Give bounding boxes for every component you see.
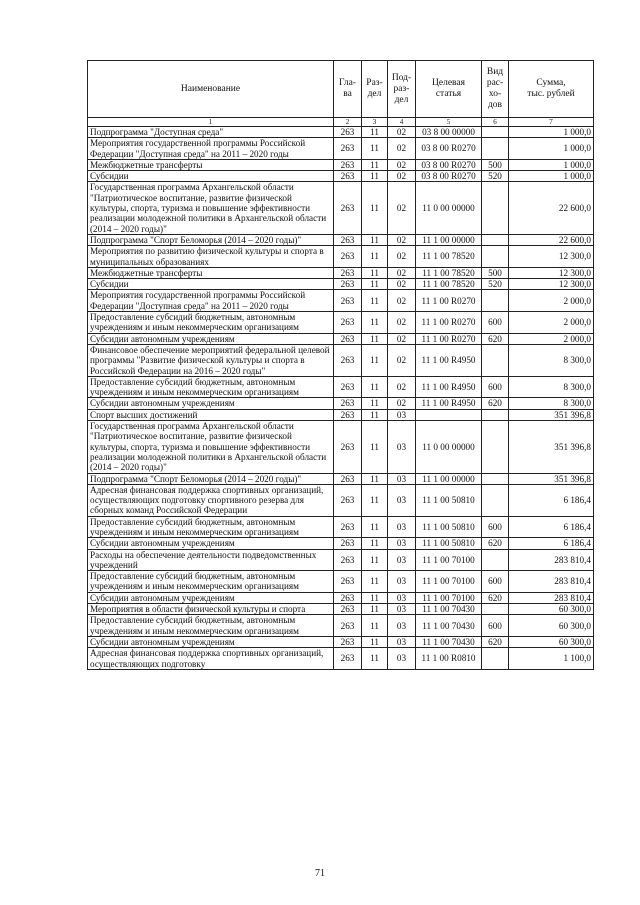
cell-name: Предоставление субсидий бюджетным, автономным учреждениям и иным некоммерческим организациям: [88, 376, 334, 398]
cell-subsection: 02: [388, 159, 416, 170]
cell-subsection: 03: [388, 571, 416, 593]
cell-name: Предоставление субсидий бюджетным, автономным учреждениям и иным некоммерческим организациям: [88, 516, 334, 538]
cell-amount: 60 300,0: [509, 636, 594, 647]
cell-chapter: 263: [334, 615, 362, 637]
cell-name: Подпрограмма "Спорт Беломорья (2014 – 2020 годы)": [88, 473, 334, 484]
cell-amount: 1 000,0: [509, 159, 594, 170]
cell-expense-type: 600: [482, 571, 509, 593]
cell-amount: 22 600,0: [509, 182, 594, 234]
cell-amount: 12 300,0: [509, 246, 594, 268]
cell-expense-type: [482, 648, 509, 670]
cell-chapter: 263: [334, 604, 362, 615]
cell-target-article: 03 8 00 R0270: [416, 138, 482, 160]
cell-amount: 22 600,0: [509, 234, 594, 245]
table-row: [88, 421, 594, 473]
column-number: 5: [416, 118, 482, 127]
cell-section: 11: [362, 538, 388, 549]
cell-target-article: 11 1 00 78520: [416, 279, 482, 290]
cell-target-article: 11 1 00 70430: [416, 604, 482, 615]
table-row: [88, 333, 594, 344]
cell-amount: 1 000,0: [509, 127, 594, 138]
cell-name: Спорт высших достижений: [88, 409, 334, 420]
page-number: 71: [315, 868, 325, 879]
cell-chapter: 263: [334, 312, 362, 334]
cell-chapter: 263: [334, 592, 362, 603]
cell-name: Подпрограмма "Спорт Беломорья (2014 – 2020 годы)": [88, 234, 334, 245]
cell-target-article: 03 8 00 00000: [416, 127, 482, 138]
cell-target-article: [416, 409, 482, 420]
cell-chapter: 263: [334, 484, 362, 516]
cell-name: Мероприятия в области физической культуры и спорта: [88, 604, 334, 615]
cell-expense-type: [482, 473, 509, 484]
cell-subsection: 03: [388, 409, 416, 420]
cell-expense-type: 600: [482, 312, 509, 334]
cell-expense-type: [482, 409, 509, 420]
cell-section: 11: [362, 138, 388, 160]
cell-target-article: 11 0 00 00000: [416, 182, 482, 234]
table-row: [88, 290, 594, 312]
column-number: 7: [509, 118, 594, 127]
table-row: [88, 246, 594, 268]
cell-section: 11: [362, 333, 388, 344]
cell-expense-type: 500: [482, 267, 509, 278]
cell-chapter: 263: [334, 234, 362, 245]
cell-amount: 60 300,0: [509, 604, 594, 615]
header-amount: Сумма, тыс. рублей: [509, 61, 594, 118]
cell-section: 11: [362, 473, 388, 484]
cell-target-article: 11 1 00 50810: [416, 484, 482, 516]
cell-chapter: 263: [334, 648, 362, 670]
cell-expense-type: 620: [482, 398, 509, 409]
cell-chapter: 263: [334, 549, 362, 571]
cell-subsection: 02: [388, 344, 416, 376]
cell-name: Мероприятия по развитию физической культуры и спорта в муниципальных образованиях: [88, 246, 334, 268]
cell-name: Адресная финансовая поддержка спортивных организаций, осуществляющих подготовку: [88, 648, 334, 670]
column-number: 4: [388, 118, 416, 127]
table-row: [88, 615, 594, 637]
cell-subsection: 03: [388, 473, 416, 484]
cell-section: 11: [362, 182, 388, 234]
cell-amount: 2 000,0: [509, 290, 594, 312]
cell-amount: 2 000,0: [509, 333, 594, 344]
cell-section: 11: [362, 549, 388, 571]
cell-target-article: 11 1 00 R4950: [416, 344, 482, 376]
cell-section: 11: [362, 636, 388, 647]
cell-amount: 8 300,0: [509, 398, 594, 409]
cell-section: 11: [362, 312, 388, 334]
cell-target-article: 11 1 00 70100: [416, 549, 482, 571]
cell-expense-type: 600: [482, 376, 509, 398]
cell-subsection: 02: [388, 267, 416, 278]
cell-name: Предоставление субсидий бюджетным, автономным учреждениям и иным некоммерческим организациям: [88, 571, 334, 593]
cell-subsection: 03: [388, 592, 416, 603]
cell-expense-type: 600: [482, 615, 509, 637]
cell-section: 11: [362, 234, 388, 245]
cell-section: 11: [362, 344, 388, 376]
column-number: 3: [362, 118, 388, 127]
cell-name: Субсидии: [88, 279, 334, 290]
cell-name: Субсидии автономным учреждениям: [88, 398, 334, 409]
cell-chapter: 263: [334, 473, 362, 484]
cell-amount: 6 186,4: [509, 516, 594, 538]
cell-expense-type: 620: [482, 538, 509, 549]
cell-subsection: 02: [388, 290, 416, 312]
table-body: [88, 127, 594, 670]
table-row: [88, 473, 594, 484]
cell-target-article: 11 1 00 R4950: [416, 376, 482, 398]
table-row: [88, 516, 594, 538]
cell-target-article: 11 1 00 70430: [416, 615, 482, 637]
cell-expense-type: [482, 290, 509, 312]
cell-section: 11: [362, 127, 388, 138]
cell-chapter: 263: [334, 516, 362, 538]
cell-name: Государственная программа Архангельской области "Патриотическое воспитание, развитие физической культуры, спорта, туризма и повышение эффективности реализации молодежной политики в Архангельской области (2014 – 2020 годы)": [88, 182, 334, 234]
cell-name: Расходы на обеспечение деятельности подведомственных учреждений: [88, 549, 334, 571]
header-name: Наименование: [88, 61, 334, 118]
cell-subsection: 02: [388, 279, 416, 290]
cell-amount: 351 396,8: [509, 421, 594, 473]
cell-amount: 283 810,4: [509, 549, 594, 571]
cell-subsection: 02: [388, 171, 416, 182]
cell-target-article: 11 1 00 70430: [416, 636, 482, 647]
cell-name: Предоставление субсидий бюджетным, автономным учреждениям и иным некоммерческим организациям: [88, 615, 334, 637]
cell-subsection: 03: [388, 421, 416, 473]
cell-subsection: 03: [388, 615, 416, 637]
table-row: [88, 571, 594, 593]
table-row: [88, 592, 594, 603]
table-row: [88, 636, 594, 647]
cell-amount: 351 396,8: [509, 409, 594, 420]
cell-subsection: 03: [388, 549, 416, 571]
column-number: 1: [88, 118, 334, 127]
cell-section: 11: [362, 648, 388, 670]
cell-name: Финансовое обеспечение мероприятий федеральной целевой программы "Развитие физической культуры и спорта в Российской Федерации на 2016 – 2020 годы": [88, 344, 334, 376]
table-header-row: [88, 61, 594, 118]
cell-subsection: 02: [388, 398, 416, 409]
cell-subsection: 02: [388, 246, 416, 268]
cell-amount: 283 810,4: [509, 592, 594, 603]
cell-expense-type: [482, 421, 509, 473]
cell-section: 11: [362, 171, 388, 182]
cell-expense-type: 520: [482, 279, 509, 290]
table-row: [88, 138, 594, 160]
cell-section: 11: [362, 267, 388, 278]
cell-chapter: 263: [334, 571, 362, 593]
cell-subsection: 02: [388, 312, 416, 334]
cell-section: 11: [362, 484, 388, 516]
cell-name: Субсидии автономным учреждениям: [88, 538, 334, 549]
table-row: [88, 398, 594, 409]
cell-name: Субсидии автономным учреждениям: [88, 636, 334, 647]
cell-name: Предоставление субсидий бюджетным, автономным учреждениям и иным некоммерческим организациям: [88, 312, 334, 334]
cell-subsection: 03: [388, 516, 416, 538]
cell-target-article: 11 1 00 78520: [416, 267, 482, 278]
cell-section: 11: [362, 592, 388, 603]
cell-section: 11: [362, 604, 388, 615]
cell-expense-type: [482, 127, 509, 138]
table-row: [88, 234, 594, 245]
cell-subsection: 03: [388, 648, 416, 670]
cell-chapter: 263: [334, 159, 362, 170]
cell-target-article: 11 1 00 R0810: [416, 648, 482, 670]
cell-subsection: 02: [388, 333, 416, 344]
cell-subsection: 03: [388, 604, 416, 615]
cell-section: 11: [362, 398, 388, 409]
header-target-article: Целевая статья: [416, 61, 482, 118]
table-row: [88, 159, 594, 170]
cell-target-article: 11 1 00 70100: [416, 571, 482, 593]
cell-chapter: 263: [334, 127, 362, 138]
cell-amount: 283 810,4: [509, 571, 594, 593]
table-row: [88, 267, 594, 278]
cell-expense-type: 620: [482, 636, 509, 647]
cell-amount: 8 300,0: [509, 344, 594, 376]
cell-chapter: 263: [334, 182, 362, 234]
cell-expense-type: [482, 604, 509, 615]
cell-amount: 60 300,0: [509, 615, 594, 637]
cell-section: 11: [362, 516, 388, 538]
cell-section: 11: [362, 279, 388, 290]
cell-section: 11: [362, 409, 388, 420]
table-row: [88, 549, 594, 571]
cell-chapter: 263: [334, 246, 362, 268]
cell-amount: 12 300,0: [509, 279, 594, 290]
cell-name: Субсидии: [88, 171, 334, 182]
cell-name: Межбюджетные трансферты: [88, 159, 334, 170]
cell-chapter: 263: [334, 344, 362, 376]
cell-target-article: 03 8 00 R0270: [416, 171, 482, 182]
cell-chapter: 263: [334, 421, 362, 473]
budget-table-container: [87, 60, 593, 670]
cell-expense-type: [482, 344, 509, 376]
table-row: [88, 182, 594, 234]
cell-expense-type: 500: [482, 159, 509, 170]
budget-table: [87, 60, 594, 670]
cell-expense-type: [482, 549, 509, 571]
cell-subsection: 02: [388, 234, 416, 245]
cell-name: Государственная программа Архангельской области "Патриотическое воспитание, развитие физической культуры, спорта, туризма и повышение эффективности реализации молодежной политики в Архангельской области (2014 – 2020 годы)": [88, 421, 334, 473]
cell-amount: 1 000,0: [509, 171, 594, 182]
table-row: [88, 484, 594, 516]
cell-chapter: 263: [334, 279, 362, 290]
cell-chapter: 263: [334, 333, 362, 344]
cell-target-article: 11 1 00 00000: [416, 234, 482, 245]
cell-target-article: 11 1 00 R4950: [416, 398, 482, 409]
cell-chapter: 263: [334, 171, 362, 182]
cell-expense-type: 620: [482, 592, 509, 603]
cell-target-article: 11 1 00 78520: [416, 246, 482, 268]
cell-section: 11: [362, 615, 388, 637]
cell-target-article: 11 1 00 00000: [416, 473, 482, 484]
cell-expense-type: [482, 182, 509, 234]
cell-name: Мероприятия государственной программы Российской Федерации "Доступная среда" на 2011 – 2020 годы: [88, 138, 334, 160]
cell-chapter: 263: [334, 538, 362, 549]
cell-target-article: 11 1 00 R0270: [416, 333, 482, 344]
cell-subsection: 02: [388, 182, 416, 234]
cell-section: 11: [362, 571, 388, 593]
cell-section: 11: [362, 159, 388, 170]
cell-subsection: 03: [388, 538, 416, 549]
cell-chapter: 263: [334, 636, 362, 647]
cell-target-article: 11 1 00 70100: [416, 592, 482, 603]
table-row: [88, 344, 594, 376]
cell-amount: 2 000,0: [509, 312, 594, 334]
table-row: [88, 648, 594, 670]
cell-chapter: 263: [334, 409, 362, 420]
cell-name: Межбюджетные трансферты: [88, 267, 334, 278]
cell-expense-type: [482, 484, 509, 516]
cell-subsection: 03: [388, 484, 416, 516]
table-row: [88, 279, 594, 290]
cell-subsection: 03: [388, 636, 416, 647]
header-chapter: Гла- ва: [334, 61, 362, 118]
table-row: [88, 376, 594, 398]
cell-amount: 6 186,4: [509, 538, 594, 549]
column-number-row: [88, 118, 594, 127]
cell-expense-type: 520: [482, 171, 509, 182]
cell-chapter: 263: [334, 376, 362, 398]
cell-target-article: 11 1 00 R0270: [416, 290, 482, 312]
cell-name: Мероприятия государственной программы Российской Федерации "Доступная среда" на 2011 – 2020 годы: [88, 290, 334, 312]
cell-expense-type: [482, 234, 509, 245]
table-row: [88, 171, 594, 182]
cell-target-article: 11 1 00 R0270: [416, 312, 482, 334]
column-number: 6: [482, 118, 509, 127]
cell-target-article: 11 1 00 50810: [416, 538, 482, 549]
cell-chapter: 263: [334, 267, 362, 278]
cell-name: Подпрограмма "Доступная среда": [88, 127, 334, 138]
cell-name: Адресная финансовая поддержка спортивных организаций, осуществляющих подготовку спортивного резерва для сборных команд Российской Федерации: [88, 484, 334, 516]
cell-expense-type: 600: [482, 516, 509, 538]
cell-amount: 12 300,0: [509, 267, 594, 278]
cell-chapter: 263: [334, 398, 362, 409]
cell-amount: 8 300,0: [509, 376, 594, 398]
cell-amount: 1 000,0: [509, 138, 594, 160]
cell-subsection: 02: [388, 127, 416, 138]
cell-expense-type: [482, 138, 509, 160]
column-number: 2: [334, 118, 362, 127]
cell-expense-type: 620: [482, 333, 509, 344]
cell-amount: 6 186,4: [509, 484, 594, 516]
cell-amount: 1 100,0: [509, 648, 594, 670]
cell-subsection: 02: [388, 138, 416, 160]
cell-expense-type: [482, 246, 509, 268]
header-subsection: Под- раз- дел: [388, 61, 416, 118]
cell-name: Субсидии автономным учреждениям: [88, 592, 334, 603]
table-row: [88, 127, 594, 138]
header-section: Раз- дел: [362, 61, 388, 118]
table-row: [88, 604, 594, 615]
cell-name: Субсидии автономным учреждениям: [88, 333, 334, 344]
cell-section: 11: [362, 246, 388, 268]
cell-amount: 351 396,8: [509, 473, 594, 484]
cell-chapter: 263: [334, 290, 362, 312]
cell-target-article: 11 0 00 00000: [416, 421, 482, 473]
cell-subsection: 02: [388, 376, 416, 398]
table-row: [88, 409, 594, 420]
cell-section: 11: [362, 290, 388, 312]
table-row: [88, 538, 594, 549]
cell-section: 11: [362, 376, 388, 398]
cell-chapter: 263: [334, 138, 362, 160]
table-row: [88, 312, 594, 334]
cell-target-article: 03 8 00 R0270: [416, 159, 482, 170]
header-expense-type: Вид рас- хо- дов: [482, 61, 509, 118]
cell-target-article: 11 1 00 50810: [416, 516, 482, 538]
cell-section: 11: [362, 421, 388, 473]
